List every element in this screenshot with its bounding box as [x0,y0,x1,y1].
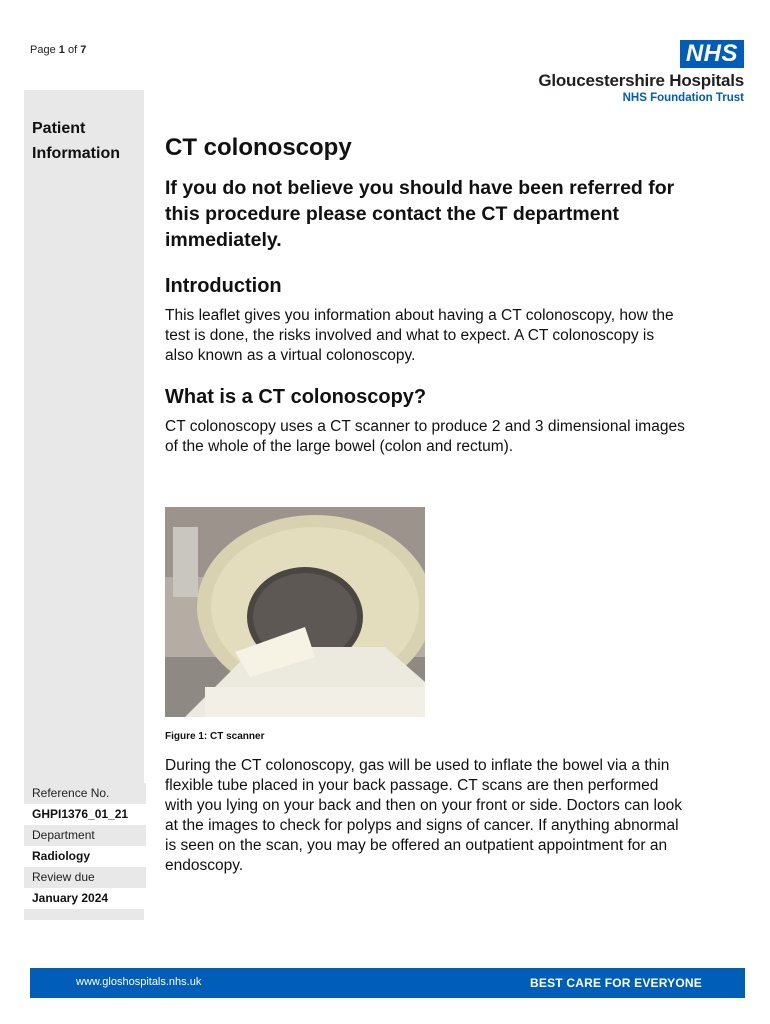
warning-notice: If you do not believe you should have been referred for this procedure please contact the CT department immediately. [165,177,675,251]
page-title: CT colonoscopy [165,134,352,161]
page-total: 7 [80,44,87,56]
intro-heading: Introduction [165,275,282,297]
sidebar-title-line1: Patient [32,120,86,137]
during-text: During the CT colonoscopy, gas will be used to inflate the bowel via a thin flexible tube placed in your back passage. CT scans are then performed with you lying on your back and then on your front or side. Doctors can look at the images to check for polyps and signs of cancer. If anything abnormal is seen on the scan, you may be offered an outpatient appointment for an endoscopy. [165,757,682,874]
reference-block [24,783,146,909]
footer-slogan: BEST CARE FOR EVERYONE [530,976,702,990]
nhs-badge: NHS [680,40,744,68]
trust-subtitle: NHS Foundation Trust [622,92,744,104]
review-label: Review due [24,867,146,888]
ct-scanner-illustration [165,507,425,717]
during-section [165,756,685,876]
page-prefix: Page [30,44,56,56]
intro-text: This leaflet gives you information about having a CT colonoscopy, how the test is done, the risks involved and what to expect. A CT colonoscopy is also known as a virtual colonoscopy. [165,307,674,364]
footer-url[interactable]: www.gloshospitals.nhs.uk [76,976,202,988]
figure-caption: Figure 1: CT scanner [165,731,265,742]
what-text: CT colonoscopy uses a CT scanner to produce 2 and 3 dimensional images of the whole of the large bowel (colon and rectum). [165,418,685,455]
reference-label: Reference No. [24,783,146,804]
department-label: Department [24,825,146,846]
ct-scanner-photo [165,507,425,717]
what-heading: What is a CT colonoscopy? [165,386,427,408]
main-content [165,134,685,457]
page-of: of [67,44,78,56]
sidebar-title-line2: Information [32,145,120,162]
review-value: January 2024 [24,888,146,909]
footer-bar [30,968,745,998]
department-value: Radiology [24,846,146,867]
trust-name: Gloucestershire Hospitals [538,71,744,90]
reference-value: GHPI1376_01_21 [24,804,146,825]
page-number [30,44,86,56]
page-current: 1 [58,44,65,56]
nhs-logo [484,40,744,104]
sidebar-title [32,116,120,166]
